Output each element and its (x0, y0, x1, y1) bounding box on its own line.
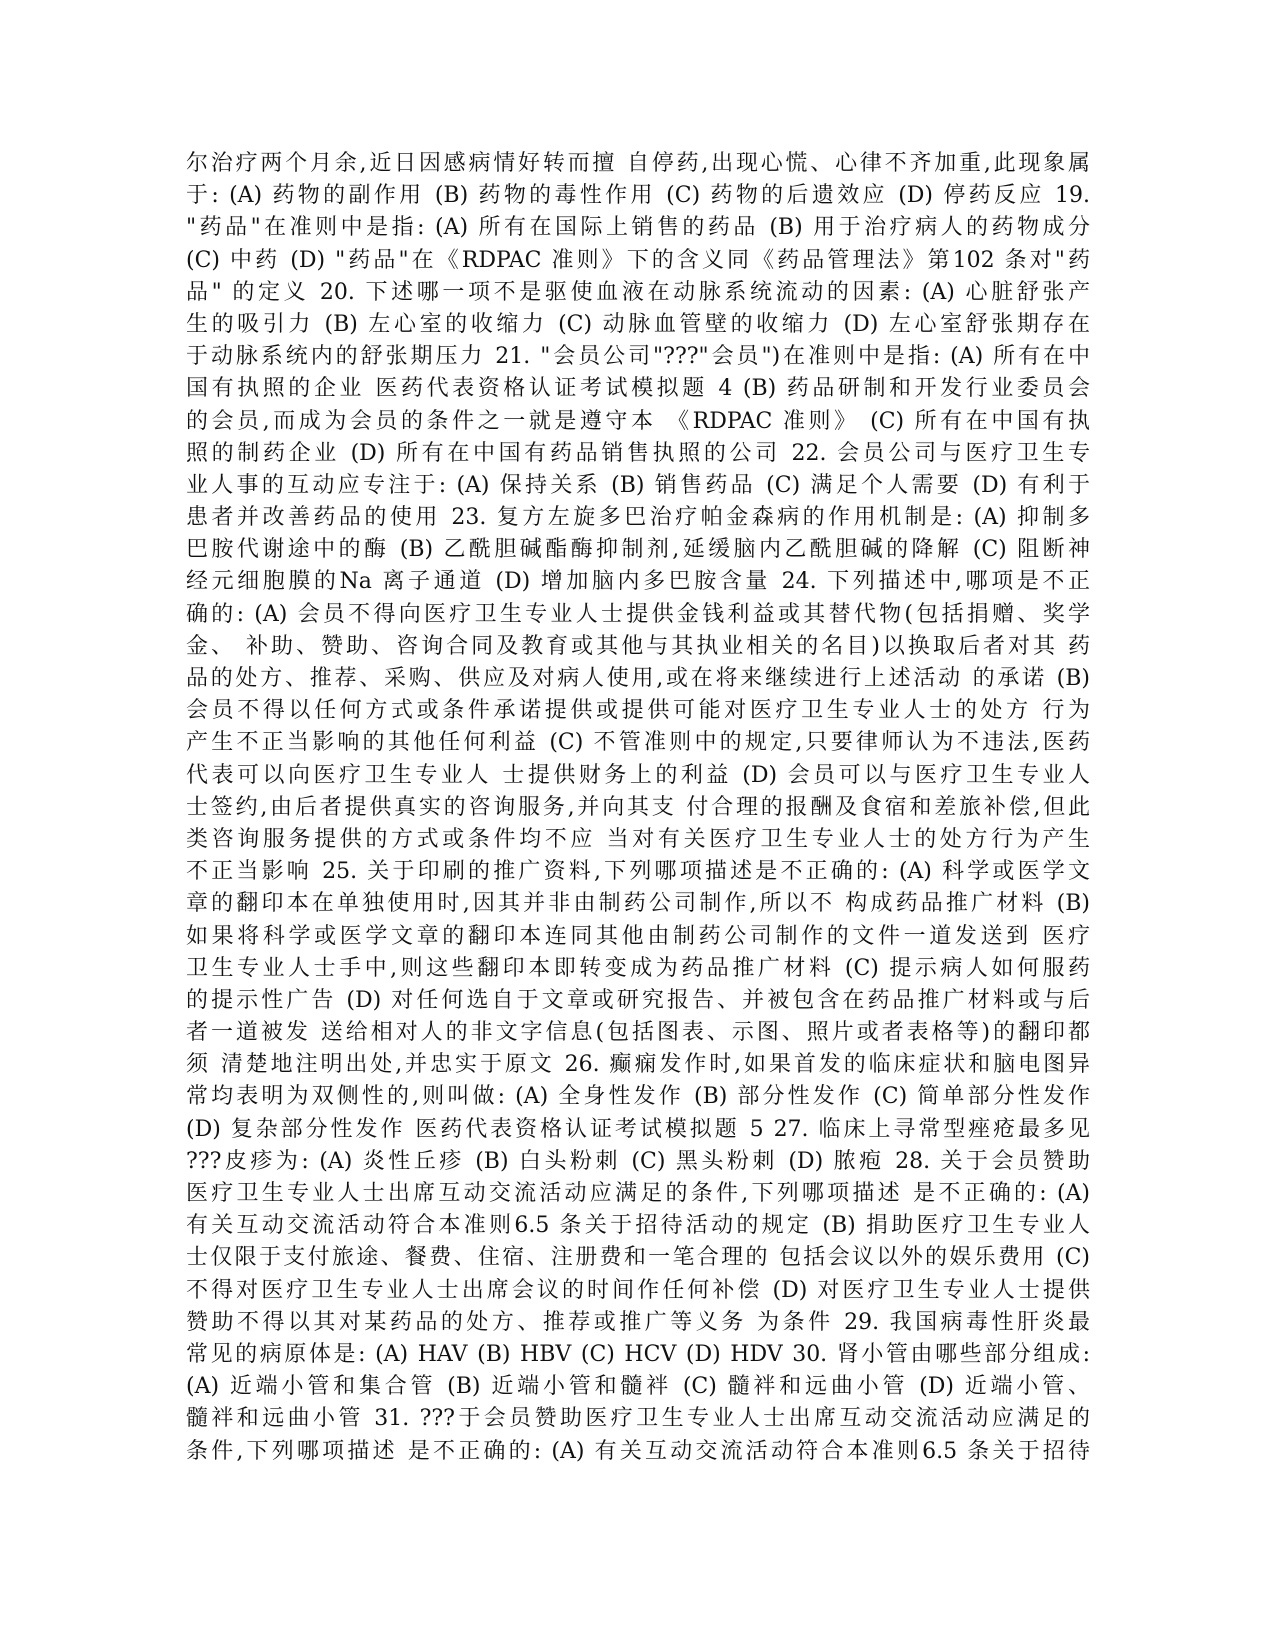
text-line: 于动脉系统内的舒张期压力 21. "会员公司"???"会员")在准则中是指: (A) 所有在中 (186, 344, 1090, 370)
text-line: (D) 复杂部分性发作 医药代表资格认证考试模拟题 5 27. 临床上寻常型痤疮最多见 (186, 1116, 1090, 1142)
text-line: 者一道被发 送给相对人的非文字信息(包括图表、示图、照片或者表格等)的翻印都 (186, 1020, 1090, 1046)
text-line: 会员不得以任何方式或条件承诺提供或提供可能对医疗卫生专业人士的处方 行为 (186, 698, 1090, 724)
text-line: 确的: (A) 会员不得向医疗卫生专业人士提供金钱利益或其替代物(包括捐赠、奖学 (186, 601, 1090, 627)
document-body-text (186, 148, 1090, 1468)
text-line: 士仅限于支付旅途、餐费、住宿、注册费和一笔合理的 包括会议以外的娱乐费用 (C) (186, 1245, 1090, 1271)
text-line: (C) 中药 (D) "药品"在《RDPAC 准则》下的含义同《药品管理法》第102 条对"药 (186, 247, 1090, 273)
text-line: ???皮疹为: (A) 炎性丘疹 (B) 白头粉刺 (C) 黑头粉刺 (D) 脓疱 28. 关于会员赞助 (186, 1148, 1090, 1174)
text-line: 的会员,而成为会员的条件之一就是遵守本 《RDPAC 准则》 (C) 所有在中国有执 (186, 408, 1090, 434)
text-line: 髓袢和远曲小管 31. ???于会员赞助医疗卫生专业人士出席互动交流活动应满足的 (186, 1406, 1090, 1432)
text-line: 患者并改善药品的使用 23. 复方左旋多巴治疗帕金森病的作用机制是: (A) 抑制多 (186, 505, 1090, 531)
text-line: 卫生专业人士手中,则这些翻印本即转变成为药品推广材料 (C) 提示病人如何服药 (186, 955, 1090, 981)
text-line: 有关互动交流活动符合本准则6.5 条关于招待活动的规定 (B) 捐助医疗卫生专业人 (186, 1213, 1090, 1239)
text-line: 照的制药企业 (D) 所有在中国有药品销售执照的公司 22. 会员公司与医疗卫生专 (186, 440, 1090, 466)
text-line: 不得对医疗卫生专业人士出席会议的时间作任何补偿 (D) 对医疗卫生专业人士提供 (186, 1277, 1090, 1303)
text-line: 金、 补助、赞助、咨询合同及教育或其他与其执业相关的名目)以换取后者对其 药 (186, 633, 1090, 659)
text-line: 业人事的互动应专注于: (A) 保持关系 (B) 销售药品 (C) 满足个人需要 (D) 有利于 (186, 472, 1090, 498)
text-line: 医疗卫生专业人士出席互动交流活动应满足的条件,下列哪项描述 是不正确的: (A) (186, 1181, 1090, 1206)
text-line: 常见的病原体是: (A) HAV (B) HBV (C) HCV (D) HDV 30. 肾小管由哪些部分组成: (186, 1341, 1090, 1367)
text-line: 产生不正当影响的其他任何利益 (C) 不管准则中的规定,只要律师认为不违法,医药 (186, 730, 1090, 756)
text-line: 不正当影响 25. 关于印刷的推广资料,下列哪项描述是不正确的: (A) 科学或医学文 (186, 859, 1090, 885)
text-line: 国有执照的企业 医药代表资格认证考试模拟题 4 (B) 药品研制和开发行业委员会 (186, 376, 1090, 402)
text-line: 经元细胞膜的Na 离子通道 (D) 增加脑内多巴胺含量 24. 下列描述中,哪项是不正 (186, 569, 1090, 595)
text-line: 须 清楚地注明出处,并忠实于原文 26. 癫痫发作时,如果首发的临床症状和脑电图异 (186, 1052, 1090, 1078)
text-line: 条件,下列哪项描述 是不正确的: (A) 有关互动交流活动符合本准则6.5 条关于招待 (186, 1438, 1090, 1464)
text-line: 生的吸引力 (B) 左心室的收缩力 (C) 动脉血管壁的收缩力 (D) 左心室舒张期存在 (186, 311, 1090, 337)
text-line: 类咨询服务提供的方式或条件均不应 当对有关医疗卫生专业人士的处方行为产生 (186, 826, 1090, 852)
text-line: 如果将科学或医学文章的翻印本连同其他由制药公司制作的文件一道发送到 医疗 (186, 923, 1090, 949)
text-line: 巴胺代谢途中的酶 (B) 乙酰胆碱酯酶抑制剂,延缓脑内乙酰胆碱的降解 (C) 阻断神 (186, 537, 1090, 563)
text-line: 士签约,由后者提供真实的咨询服务,并向其支 付合理的报酬及食宿和差旅补偿,但此 (186, 794, 1090, 820)
text-line: 于: (A) 药物的副作用 (B) 药物的毒性作用 (C) 药物的后遗效应 (D) 停药反应 19. (186, 183, 1090, 209)
text-line: 代表可以向医疗卫生专业人 士提供财务上的利益 (D) 会员可以与医疗卫生专业人 (186, 762, 1090, 788)
text-line: 尔治疗两个月余,近日因感病情好转而擅 自停药,出现心慌、心律不齐加重,此现象属 (186, 151, 1090, 176)
text-line: 赞助不得以其对某药品的处方、推荐或推广等义务 为条件 29. 我国病毒性肝炎最 (186, 1309, 1090, 1335)
text-line: 品" 的定义 20. 下述哪一项不是驱使血液在动脉系统流动的因素: (A) 心脏舒张产 (186, 279, 1090, 305)
text-line: 的提示性广告 (D) 对任何选自于文章或研究报告、并被包含在药品推广材料或与后 (186, 987, 1090, 1013)
text-line: 常均表明为双侧性的,则叫做: (A) 全身性发作 (B) 部分性发作 (C) 简单部分性发作 (186, 1084, 1090, 1110)
text-line: (A) 近端小管和集合管 (B) 近端小管和髓袢 (C) 髓袢和远曲小管 (D) 近端小管、 (186, 1374, 1090, 1400)
text-line: "药品"在准则中是指: (A) 所有在国际上销售的药品 (B) 用于治疗病人的药物成分 (186, 215, 1090, 241)
text-line: 品的处方、推荐、采购、供应及对病人使用,或在将来继续进行上述活动 的承诺 (B) (186, 666, 1090, 691)
text-line: 章的翻印本在单独使用时,因其并非由制药公司制作,所以不 构成药品推广材料 (B) (186, 891, 1090, 917)
